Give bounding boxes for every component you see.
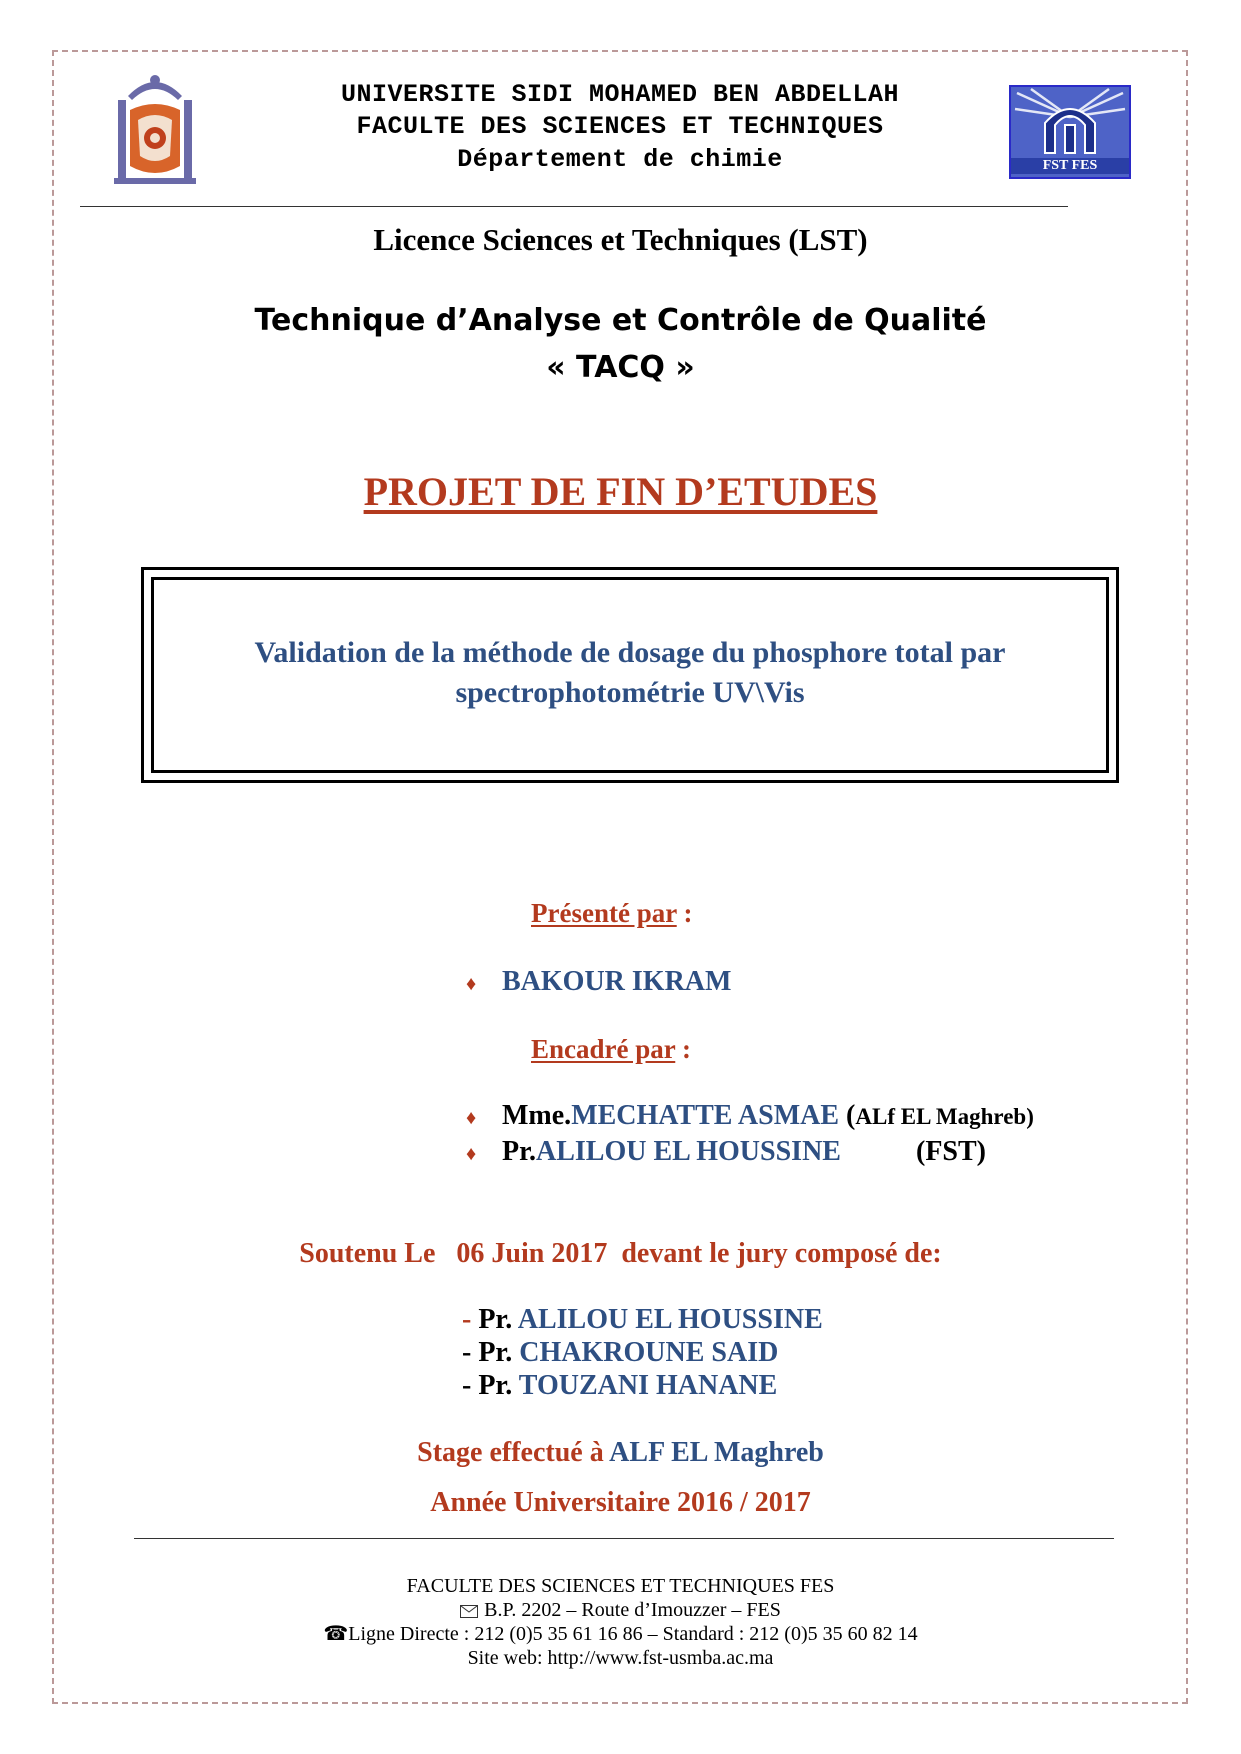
degree-title: Licence Sciences et Techniques (LST) bbox=[373, 222, 868, 257]
fst-fes-logo-icon bbox=[1009, 85, 1131, 179]
header-divider bbox=[80, 206, 1068, 207]
topic-box-inner bbox=[151, 577, 1109, 773]
footer-faculty: FACULTE DES SCIENCES ET TECHNIQUES FES bbox=[406, 1575, 835, 1597]
jury-member-3: - Pr. TOUZANI HANANE bbox=[462, 1370, 778, 1401]
program-title: Technique d’Analyse et Contrôle de Qualité bbox=[254, 303, 987, 338]
topic-line-1: Validation de la méthode de dosage du phosphore total par bbox=[254, 636, 1006, 669]
academic-year-line: Année Universitaire 2016 / 2017 bbox=[430, 1487, 811, 1518]
project-title: PROJET DE FIN D’ETUDES bbox=[363, 469, 878, 514]
jury-member-2: - Pr. CHAKROUNE SAID bbox=[462, 1337, 779, 1368]
diamond-bullet-icon: ♦ bbox=[466, 1143, 477, 1165]
student-name: BAKOUR IKRAM bbox=[502, 966, 732, 997]
footer-address: B.P. 2202 – Route d’Imouzzer – FES bbox=[0, 1598, 1241, 1622]
mail-icon bbox=[460, 1605, 478, 1618]
diamond-bullet-icon: ♦ bbox=[466, 973, 477, 995]
topic-line-2: spectrophotométrie UV\Vis bbox=[455, 676, 805, 709]
university-name: UNIVERSITE SIDI MOHAMED BEN ABDELLAH bbox=[340, 80, 900, 109]
footer-phone: ☎Ligne Directe : 212 (0)5 35 61 16 86 – Standard : 212 (0)5 35 60 82 14 bbox=[323, 1623, 918, 1645]
supervisor-2: ♦ Pr.ALILOU EL HOUSSINE bbox=[466, 1136, 841, 1167]
internship-line: Stage effectué à ALF EL Maghreb bbox=[417, 1437, 824, 1468]
footer-website: Site web: http://www.fst-usmba.ac.ma bbox=[467, 1647, 774, 1669]
supervisor-1: ♦ Mme.MECHATTE ASMAE (ALf EL Maghreb) bbox=[466, 1100, 1034, 1131]
diamond-bullet-icon: ♦ bbox=[466, 1107, 477, 1129]
defense-line: Soutenu Le 06 Juin 2017 devant le jury composé de: bbox=[299, 1238, 942, 1269]
student-entry bbox=[466, 966, 731, 998]
department-name: Département de chimie bbox=[457, 145, 783, 174]
footer-divider bbox=[134, 1538, 1114, 1539]
presented-label: Présenté par : bbox=[531, 898, 693, 928]
supervised-label: Encadré par : bbox=[531, 1034, 692, 1064]
logo-label: FST FES bbox=[1011, 158, 1129, 174]
program-acronym: « TACQ » bbox=[546, 350, 695, 385]
university-crest-icon bbox=[108, 70, 202, 188]
supervisor-2-affiliation: (FST) bbox=[916, 1136, 986, 1167]
faculty-name: FACULTE DES SCIENCES ET TECHNIQUES bbox=[356, 112, 884, 141]
jury-member-1: - Pr. ALILOU EL HOUSSINE bbox=[462, 1304, 823, 1335]
phone-icon: ☎ bbox=[323, 1623, 349, 1645]
